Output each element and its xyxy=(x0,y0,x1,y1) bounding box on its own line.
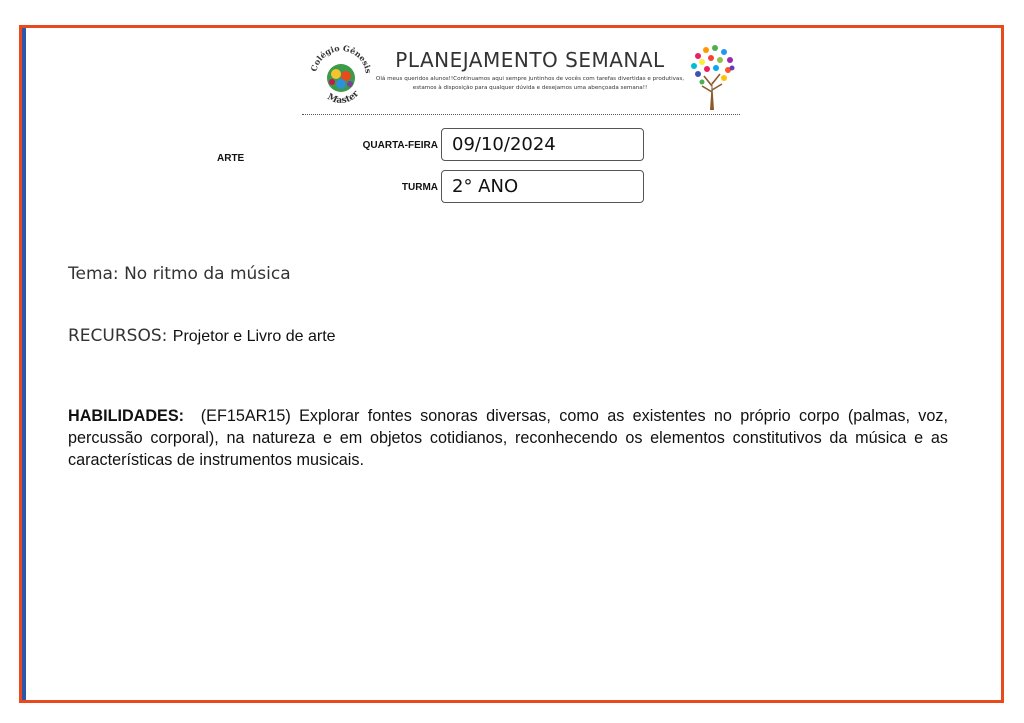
recursos-line xyxy=(68,326,336,346)
page-frame xyxy=(19,25,1004,703)
tema-value: No ritmo da música xyxy=(124,264,291,284)
habilidades-label: HABILIDADES: xyxy=(68,407,185,425)
logo-text-top: Colégio Gênesis xyxy=(308,42,374,75)
subject-label: ARTE xyxy=(217,153,245,164)
header-message: Olá meus queridos alunos!!Continuamos aqui sempre juntinhos de vocês com tarefas divertidas e produtivas, estamos à disposição para qualquer dúvida e desejamos uma abençoada semana!! xyxy=(375,76,685,91)
tema-label: Tema: xyxy=(68,264,119,284)
recursos-label: RECURSOS: xyxy=(68,326,168,346)
logo-text-bottom: Master xyxy=(325,89,362,107)
school-logo xyxy=(308,42,374,108)
date-field[interactable]: 09/10/2024 xyxy=(441,128,644,161)
habilidades-text: (EF15AR15) Explorar fontes sonoras diversas, como as existentes no próprio corpo (palmas, voz, percussão corporal), na natureza e em objetos cotidianos, reconhecendo os elementos constitutivos da música e as características de instrumentos musicais. xyxy=(68,407,948,469)
day-label: QUARTA-FEIRA xyxy=(362,140,438,151)
tema-line xyxy=(68,264,291,284)
page-title: PLANEJAMENTO SEMANAL xyxy=(395,48,665,72)
class-label: TURMA xyxy=(401,182,438,193)
document-header xyxy=(302,38,740,115)
page-frame-accent xyxy=(22,28,26,700)
class-field[interactable]: 2° ANO xyxy=(441,170,644,203)
tree-icon xyxy=(688,42,736,112)
recursos-value: Projetor e Livro de arte xyxy=(172,328,336,345)
habilidades-paragraph xyxy=(68,405,948,471)
